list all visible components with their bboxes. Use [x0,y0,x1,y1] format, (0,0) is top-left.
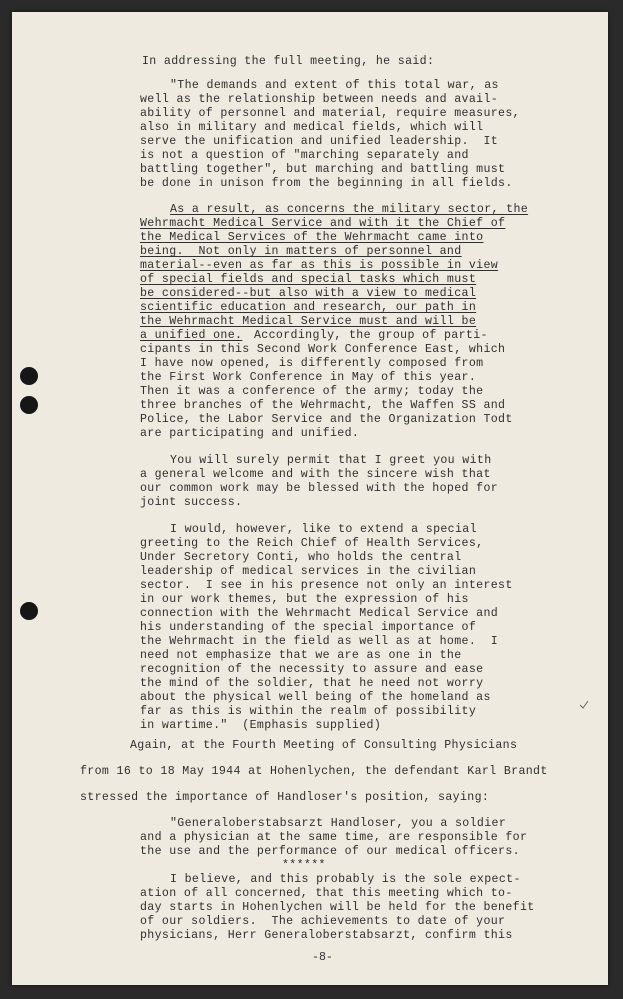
pencil-mark-icon [579,700,589,710]
emphasized-line: As a result, as concerns the military sector, the [170,203,529,216]
quote-line: recognition of the necessity to assure and ease [140,663,484,676]
quote-line: I have now opened, is differently composed from [140,357,484,370]
quote-line: about the physical well being of the homeland as [140,691,491,704]
quote-line: ability of personnel and material, require measures, [140,107,520,120]
punch-hole [20,367,38,385]
quote-line: I would, however, like to extend a special [170,523,477,536]
emphasized-line: scientific education and research, our path in [140,301,477,314]
emphasized-line: Wehrmacht Medical Service and with it the Chief of [140,217,506,230]
body-line: Again, at the Fourth Meeting of Consulting Physicians [130,739,518,752]
emphasized-line: a unified one. [140,329,243,342]
quote-line: a general welcome and with the sincere wish that [140,468,491,481]
quote-line: physicians, Herr Generaloberstabsarzt, confirm this [140,929,513,942]
quote-line: joint success. [140,496,243,509]
quote-line: battling together", but marching and battling must [140,163,506,176]
quote-line: the use and the performance of our medical officers. [140,845,520,858]
document-page [12,12,608,985]
emphasized-line: the Medical Services of the Wehrmacht came into [140,231,484,244]
quote-line: Then it was a conference of the army; today the [140,385,484,398]
quote-line: greeting to the Reich Chief of Health Services, [140,537,484,550]
body-line: stressed the importance of Handloser's position, saying: [80,791,490,804]
quote-line: of our soldiers. The achievements to date of your [140,915,506,928]
quote-line: sector. I see in his presence not only an interest [140,579,513,592]
page-number: -8- [312,951,333,964]
punch-hole [20,396,38,414]
quote-line: leadership of medical services in the civilian [140,565,477,578]
quote-line: Police, the Labor Service and the Organization Todt [140,413,513,426]
body-line: from 16 to 18 May 1944 at Hohenlychen, the defendant Karl Brandt [80,765,548,778]
quote-line: connection with the Wehrmacht Medical Service and [140,607,499,620]
emphasized-line: of special fields and special tasks which must [140,273,477,286]
quote-line: well as the relationship between needs and avail- [140,93,499,106]
quote-line: need not emphasize that we are as one in the [140,649,462,662]
quote-line: and a physician at the same time, are responsible for [140,831,528,844]
quote-line: the First Work Conference in May of this year. [140,371,477,384]
quote-line: in wartime." (Emphasis supplied) [140,719,382,732]
quote-line: in our work themes, but the expression of his [140,593,469,606]
emphasized-line: be considered--but also with a view to medical [140,287,477,300]
quote-line: ation of all concerned, that this meeting which to- [140,887,513,900]
quote-line: day starts in Hohenlychen will be held for the benefit [140,901,535,914]
quote-line: "The demands and extent of this total war, as [170,79,499,92]
quote-line: his understanding of the special importance of [140,621,477,634]
quote-line: I believe, and this probably is the sole expect- [170,873,521,886]
quote-line: three branches of the Wehrmacht, the Waffen SS and [140,399,506,412]
quote-line: You will surely permit that I greet you with [170,454,492,467]
quote-line: Accordingly, the group of parti- [254,329,488,342]
quote-line: our common work may be blessed with the hoped for [140,482,499,495]
quote-line: is not a question of "marching separately and [140,149,469,162]
quote-line: the mind of the soldier, that he need not worry [140,677,484,690]
quote-line: Under Secretory Conti, who holds the central [140,551,462,564]
punch-hole [20,602,38,620]
quote-line: far as this is within the realm of possibility [140,705,477,718]
emphasized-line: material--even as far as this is possible in view [140,259,499,272]
quote-line: serve the unification and unified leadership. It [140,135,499,148]
emphasized-line: the Wehrmacht Medical Service must and will be [140,315,477,328]
intro-line: In addressing the full meeting, he said: [142,55,435,68]
ellipsis-asterisks: ****** [282,859,326,872]
quote-line: are participating and unified. [140,427,360,440]
emphasized-line: being. Not only in matters of personnel and [140,245,462,258]
quote-line: cipants in this Second Work Conference East, which [140,343,506,356]
quote-line: also in military and medical fields, which will [140,121,484,134]
quote-line: the Wehrmacht in the field as well as at home. I [140,635,499,648]
quote-line: "Generaloberstabsarzt Handloser, you a soldier [170,817,507,830]
quote-line: be done in unison from the beginning in all fields. [140,177,513,190]
